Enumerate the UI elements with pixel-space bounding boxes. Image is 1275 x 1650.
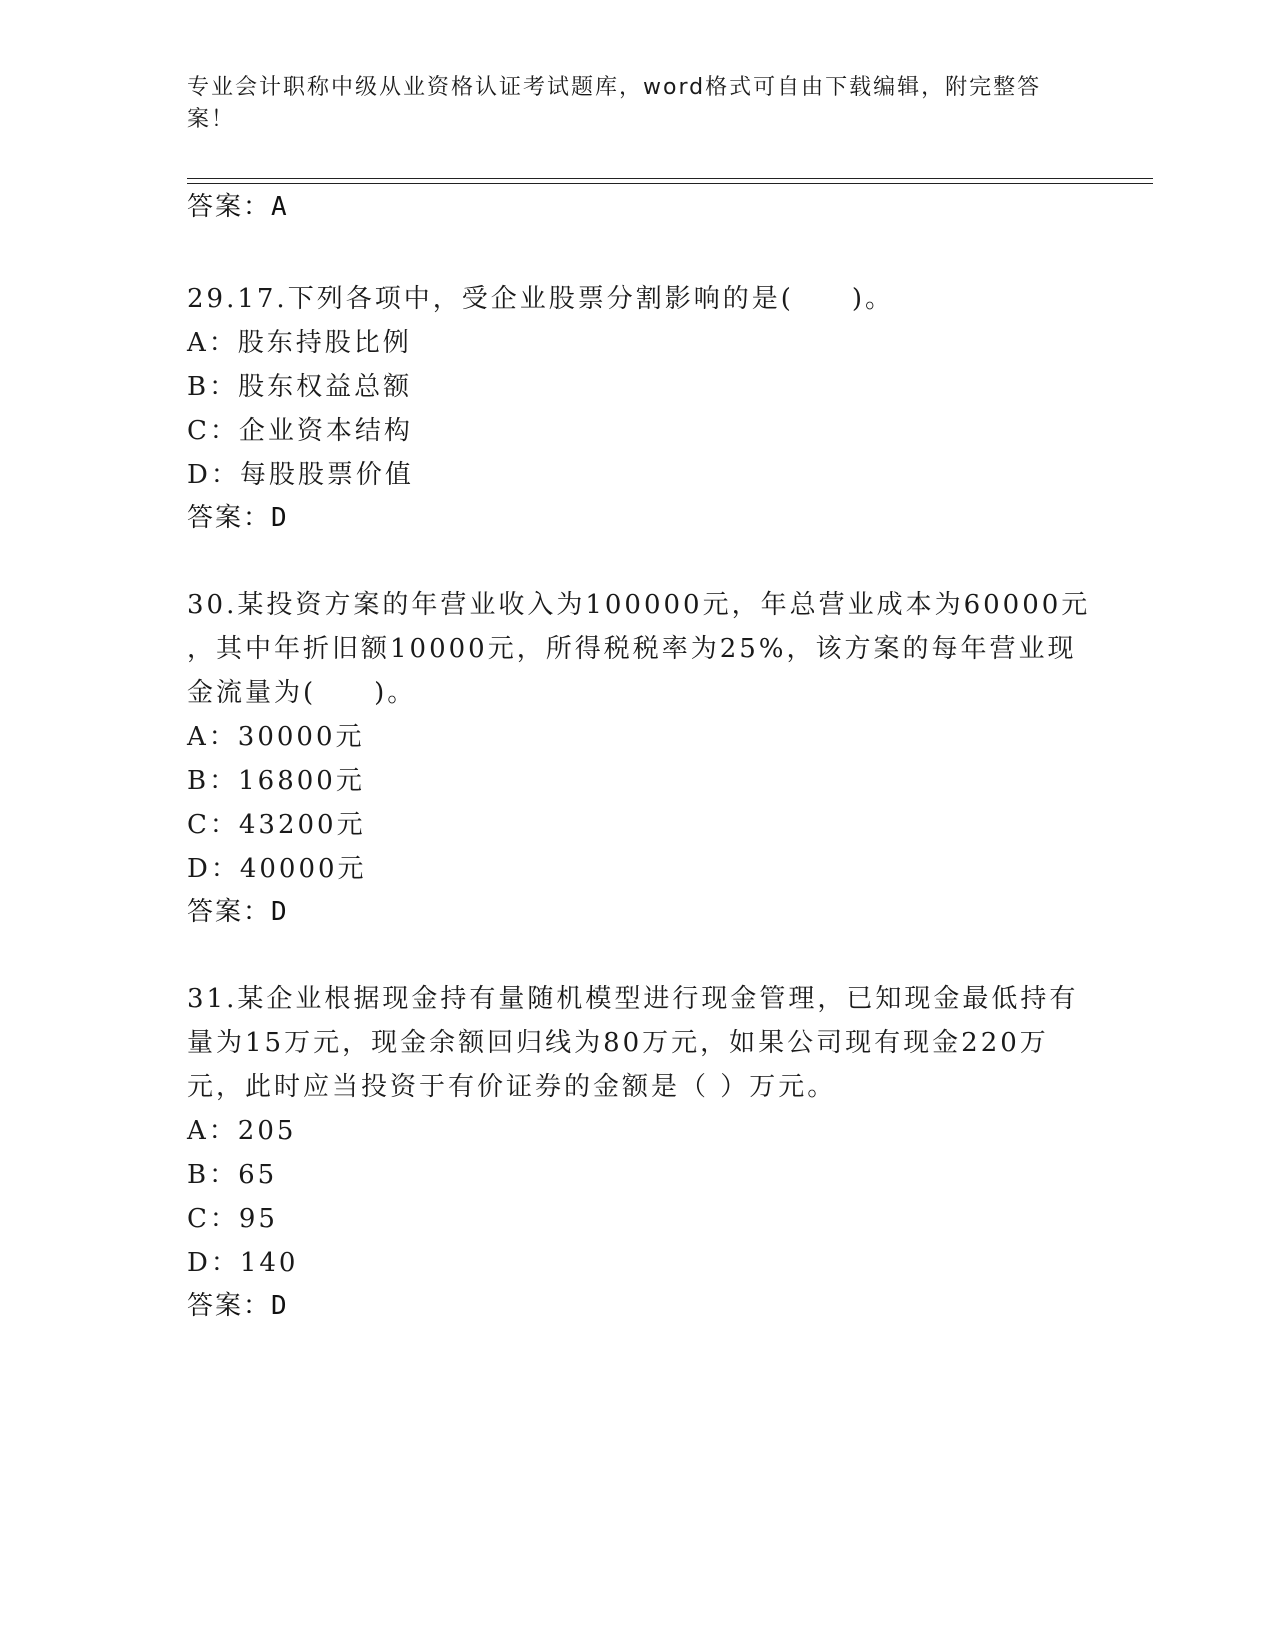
q29-option-d: D：每股股票价值 [187,460,414,490]
answer-label: 答案： [187,192,272,222]
answer-label: 答案： [187,503,272,533]
header-rule-top [187,178,1153,179]
q29-option-b: B：股东权益总额 [187,372,413,402]
answer-value: D [271,503,289,533]
q30-option-a: A：30000元 [187,722,365,752]
q31-option-c: C：95 [187,1204,278,1234]
q29-line-1: 29.17.下列各项中，受企业股票分割影响的是( )。 [187,284,894,314]
answer-label: 答案： [187,1291,272,1321]
q31-option-d: D：140 [187,1248,299,1278]
q30-line-1: 30.某投资方案的年营业收入为100000元，年总营业成本为60000元 [187,590,1091,620]
q31-option-b: B：65 [187,1160,278,1190]
q29-option-a: A：股东持股比例 [187,328,412,358]
q31-line-1: 31.某企业根据现金持有量随机模型进行现金管理，已知现金最低持有 [187,984,1079,1014]
answer-value: D [271,1291,289,1321]
q30-answer [187,895,289,929]
q30-line-2: ，其中年折旧额10000元，所得税税率为25%，该方案的每年营业现 [187,634,1077,664]
answer-value: D [271,897,289,927]
header-rule-bottom [187,183,1153,184]
q30-line-3: 金流量为( )。 [187,678,417,708]
q31-option-a: A：205 [187,1116,297,1146]
q31-line-2: 量为15万元，现金余额回归线为80万元，如果公司现有现金220万 [187,1028,1049,1058]
q30-option-b: B：16800元 [187,766,365,796]
header-note: 专业会计职称中级从业资格认证考试题库，word格式可自由下载编辑，附完整答案！ [187,75,1042,132]
q29-answer [187,501,289,535]
q29-option-c: C：企业资本结构 [187,416,413,446]
q31-answer [187,1289,289,1323]
answer-label: 答案： [187,897,272,927]
answer-value: A [271,192,289,222]
answer-prev [187,190,289,224]
q30-option-d: D：40000元 [187,854,367,884]
q31-line-3: 元，此时应当投资于有价证券的金额是（ ）万元。 [187,1072,837,1102]
q30-option-c: C：43200元 [187,810,366,840]
